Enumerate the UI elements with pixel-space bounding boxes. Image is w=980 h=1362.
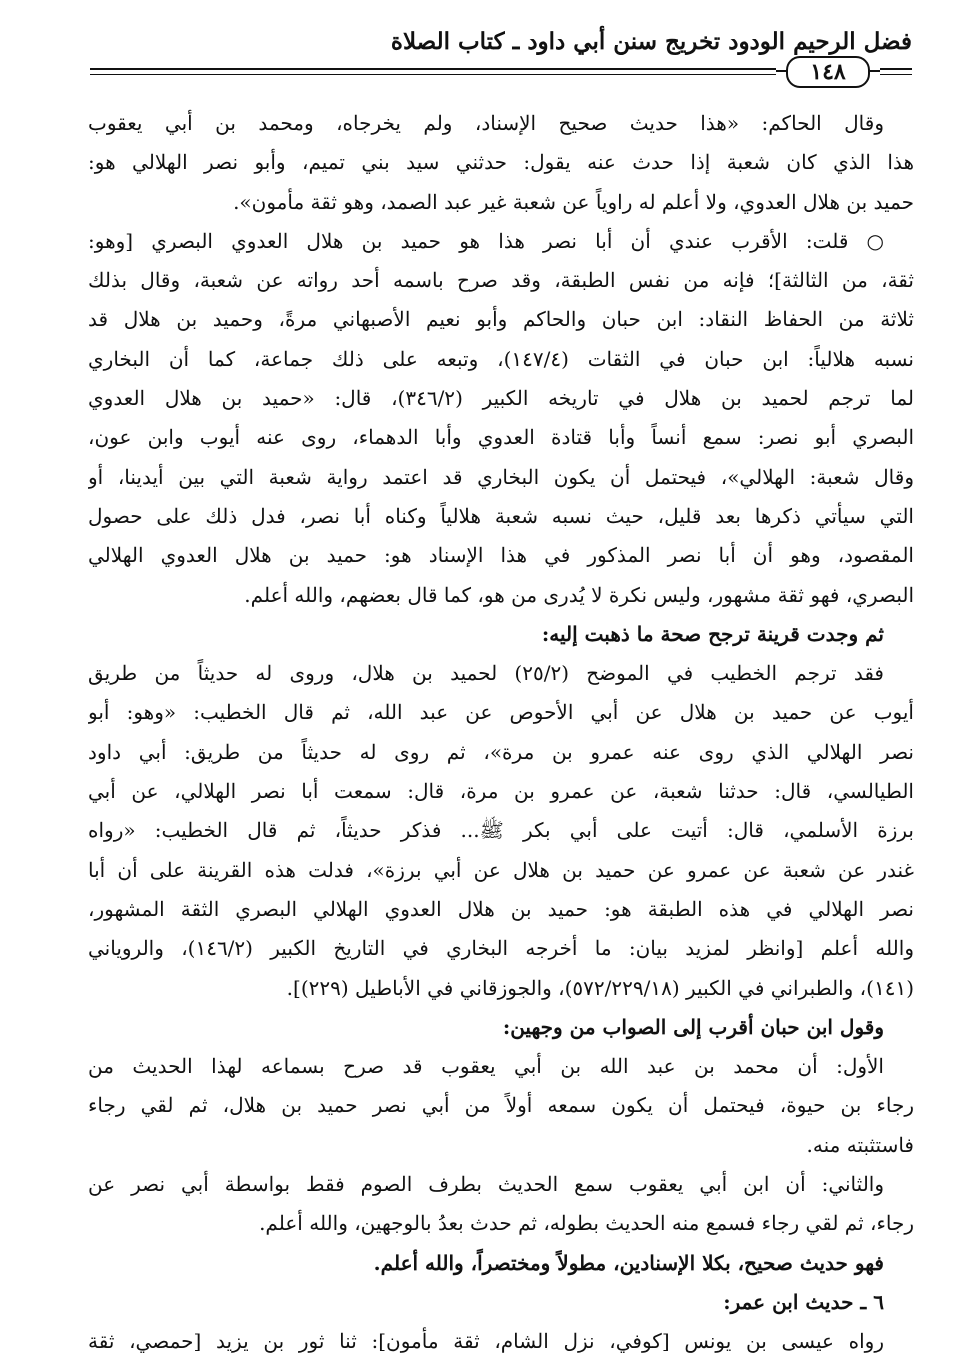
- text-line: ثلاثة من الحفاظ النقاد: ابن حبان والحاكم وأبو نعيم الأصبهاني مرةً، وحميد بن هلال قد: [88, 307, 914, 332]
- text-line: والله أعلم [وانظر لمزيد بيان: ما أخرجه البخاري في التاريخ الكبير (١٤٦/٢)، والروياني: [88, 936, 914, 961]
- text-line: فاستثبته منه.: [806, 1132, 914, 1157]
- text-line: المقصود، وهو أن أبا نصر المذكور في هذا الإسناد هو: حميد بن هلال العدوي الهلالي: [88, 543, 914, 568]
- text-line: وقال الحاكم: «هذا حديث صحيح الإسناد، ولم يخرجاه، ومحمد بن أبي يعقوب: [88, 111, 884, 135]
- subheading-line: وقول ابن حبان أقرب إلى الصواب من وجهين:: [502, 1014, 884, 1039]
- text-line: نصر الهلالي في هذه الطبقة هو: حميد بن هلال العدوي الهلالي البصري الثقة المشهور،: [88, 896, 914, 921]
- text-line: أيوب عن حميد بن هلال عن أبي الأحوص عن عبد الله، ثم قال الخطيب: «وهو: أبو: [88, 700, 914, 725]
- text-line: الطيالسي، قال: حدثنا شعبة، عن عمرو بن مرة، قال: سمعت أبا نصر الهلالي، عن أبي: [88, 779, 914, 804]
- text-line: فقد ترجم الخطيب في الموضح (٢٥/٢) لحميد بن هلال، وروى له حديثاً من طريق: [88, 661, 884, 686]
- section-heading: ٦ ـ حديث ابن عمر:: [723, 1289, 884, 1314]
- conclusion-line: فهو حديث صحيح، بكلا الإسنادين، مطولاً ومختصراً، والله أعلم.: [373, 1250, 884, 1275]
- text-line: رجاء، ثم لقي رجاء فسمع منه الحديث بطوله، ثم حدث بعدُ بالوجهين، والله أعلم.: [259, 1211, 914, 1236]
- text-line: رجاء بن حيوة، فيحتمل أن يكون سمعه أولاً من أبي نصر حميد بن هلال، ثم لقي رجاء: [88, 1093, 914, 1118]
- text-line: (١٤١)، والطبراني في الكبير (٥٧٢/٢٢٩/١٨)، والجوزقاني في الأباطيل (٢٢٩)].: [286, 975, 914, 1000]
- text-line: غندر عن شعبة عن عمرو عن حميد بن هلال عن أبي برزة»، فدلت هذه القرينة على أن أبا: [88, 857, 914, 882]
- text-line: ○ قلت: الأقرب عندي أن أبا نصر هذا هو حميد بن هلال العدوي البصري [وهو:: [88, 228, 884, 253]
- text-line: حميد بن هلال العدوي، ولا أعلم له راوياً عن شعبة غير عبد الصمد، وهو ثقة مأمون».: [233, 189, 914, 214]
- text-line: رواه عيسى بن يونس [كوفي، نزل الشام، ثقة مأمون]: ثنا ثور بن يزيد [حمصي، ثقة: [88, 1329, 884, 1354]
- text-line: برزة الأسلمي، قال: أتيت على أبي بكر ﷺ... فذكر حديثاً، ثم قال الخطيب: «رواه: [88, 818, 914, 843]
- text-line: البصري أبو نصر: سمع أنساً وأبا قتادة العدوي وأبا الدهماء، روى عنه أيوب وابن عون،: [88, 425, 914, 450]
- text-line: الأول: أن محمد بن عبد الله بن أبي يعقوب قد صرح بسماعه لهذا الحديث من: [88, 1054, 884, 1079]
- text-line: التي سيأتي ذكرها بعد قليل، حيث نسبه شعبة هلالياً وكناه أبا نصر، فدل ذلك على حصول: [88, 503, 914, 528]
- text-line: وقال شعبة: الهلالي»، فيحتمل أن يكون البخاري قد اعتمد رواية شعبة التي بين أيدينا، أو: [88, 464, 914, 489]
- text-line: نصر الهلالي الذي روى عنه عمرو بن مرة»، ثم روى له حديثاً من طريق: أبي داود: [88, 739, 914, 764]
- subheading-line: ثم وجدت قرينة ترجح صحة ما ذهبت إليه:: [541, 621, 884, 646]
- page-header: [90, 22, 912, 114]
- page-number: ١٤٨: [786, 56, 870, 88]
- running-title: فضل الرحيم الودود تخريج سنن أبي داود ـ كتاب الصلاة: [390, 28, 912, 55]
- text-line: ثقة، من الثالثة]؛ فإنه من نفس الطبقة، وقد صرح باسمه أحد رواته عن شعبة، وقال بذلك: [88, 268, 914, 293]
- text-line: والثاني: أن ابن أبي يعقوب سمع الحديث بطرف الصوم فقط بواسطة أبي نصر عن: [88, 1172, 884, 1197]
- text-line: لما ترجم لحميد بن هلال في تاريخه الكبير (٣٤٦/٢)، قال: «حميد بن هلال العدوي: [88, 386, 914, 411]
- page-body: [88, 104, 914, 1362]
- text-line: البصري، فهو ثقة مشهور، وليس نكرة لا يُدرى من هو، كما قال بعضهم، والله أعلم.: [244, 582, 914, 607]
- page-number-ornament: [776, 56, 880, 86]
- text-line: نسبه هلالياً: ابن حبان في الثقات (١٤٧/٤)، وتبعه على ذلك جماعة، كما أن البخاري: [88, 346, 914, 371]
- text-line: هذا الذي كان شعبة إذا حدث عنه يقول: حدثني سيد بني تميم، وأبو نصر الهلالي هو:: [88, 150, 914, 175]
